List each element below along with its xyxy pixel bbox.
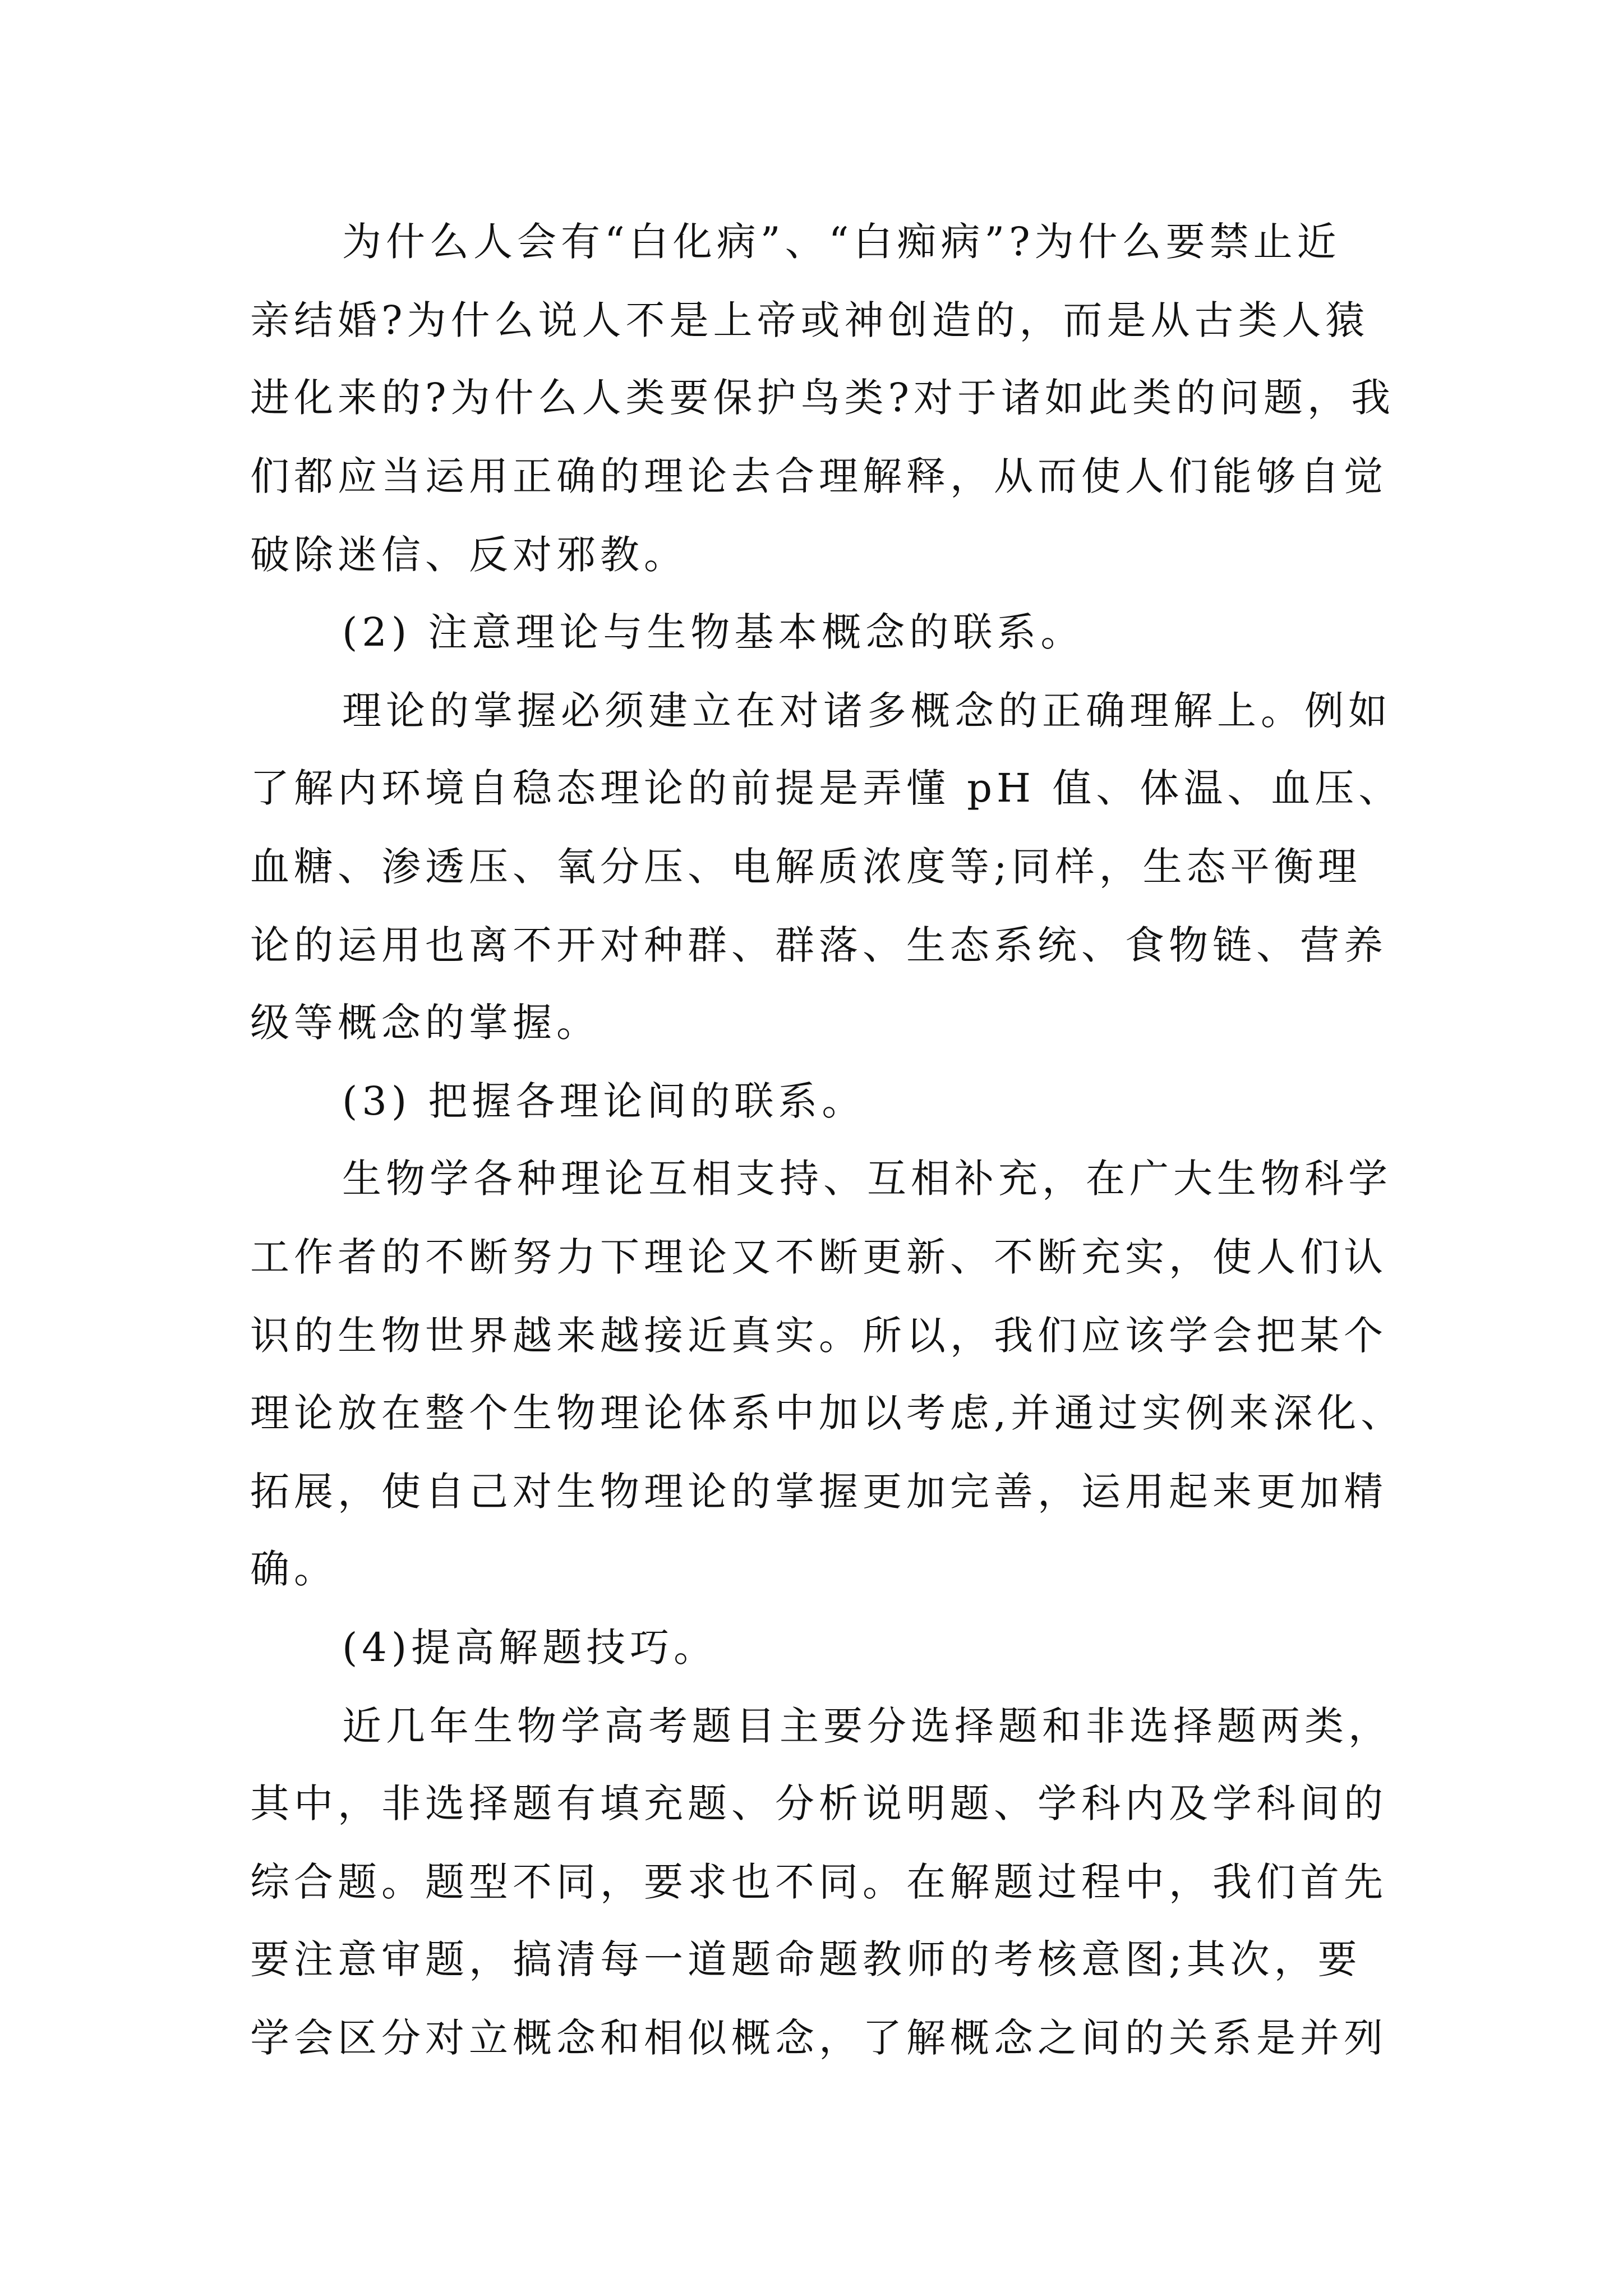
paragraph-line: 其中，非选择题有填充题、分析说明题、学科内及学科间的 (250, 1780, 1387, 1826)
paragraph-line: 要注意审题，搞清每一道题命题教师的考核意图;其次，要 (250, 1936, 1362, 1982)
paragraph-line: 确。 (250, 1546, 338, 1592)
paragraph-line: 为什么人会有“白化病”、“白痴病”?为什么要禁止近 (342, 219, 1341, 265)
paragraph-line: 血糖、渗透压、氧分压、电解质浓度等;同样，生态平衡理 (250, 844, 1362, 890)
paragraph-line: 工作者的不断努力下理论又不断更新、不断充实，使人们认 (250, 1234, 1387, 1280)
paragraph-line: 理论的掌握必须建立在对诸多概念的正确理解上。例如 (342, 688, 1392, 734)
paragraph-line: 拓展，使自己对生物理论的掌握更加完善，运用起来更加精 (250, 1469, 1387, 1515)
paragraph-line: 进化来的?为什么人类要保护鸟类?对于诸如此类的问题，我 (250, 375, 1395, 421)
paragraph-line: 综合题。题型不同，要求也不同。在解题过程中，我们首先 (250, 1859, 1387, 1905)
section-heading: (4)提高解题技巧。 (342, 1625, 718, 1671)
paragraph-line: 论的运用也离不开对种群、群落、生态系统、食物链、营养 (250, 922, 1387, 968)
paragraph-line: 破除迷信、反对邪教。 (250, 532, 688, 578)
paragraph-line: 理论放在整个生物理论体系中加以考虑,并通过实例来深化、 (250, 1390, 1405, 1436)
paragraph-line: 识的生物世界越来越接近真实。所以，我们应该学会把某个 (250, 1313, 1387, 1359)
paragraph-line: 生物学各种理论互相支持、互相补充，在广大生物科学 (342, 1156, 1392, 1202)
paragraph-line: 学会区分对立概念和相似概念，了解概念之间的关系是并列 (250, 2015, 1387, 2061)
paragraph-line: 级等概念的掌握。 (250, 1000, 600, 1046)
paragraph-line: 们都应当运用正确的理论去合理解释，从而使人们能够自觉 (250, 453, 1387, 499)
section-heading: (3) 把握各理论间的联系。 (342, 1078, 866, 1124)
paragraph-line: 近几年生物学高考题目主要分选择题和非选择题两类， (342, 1703, 1392, 1749)
paragraph-line: 了解内环境自稳态理论的前提是弄懂 pH 值、体温、血压、 (250, 765, 1403, 811)
section-heading: (2) 注意理论与生物基本概念的联系。 (342, 609, 1085, 655)
paragraph-line: 亲结婚?为什么说人不是上帝或神创造的，而是从古类人猿 (250, 297, 1370, 343)
